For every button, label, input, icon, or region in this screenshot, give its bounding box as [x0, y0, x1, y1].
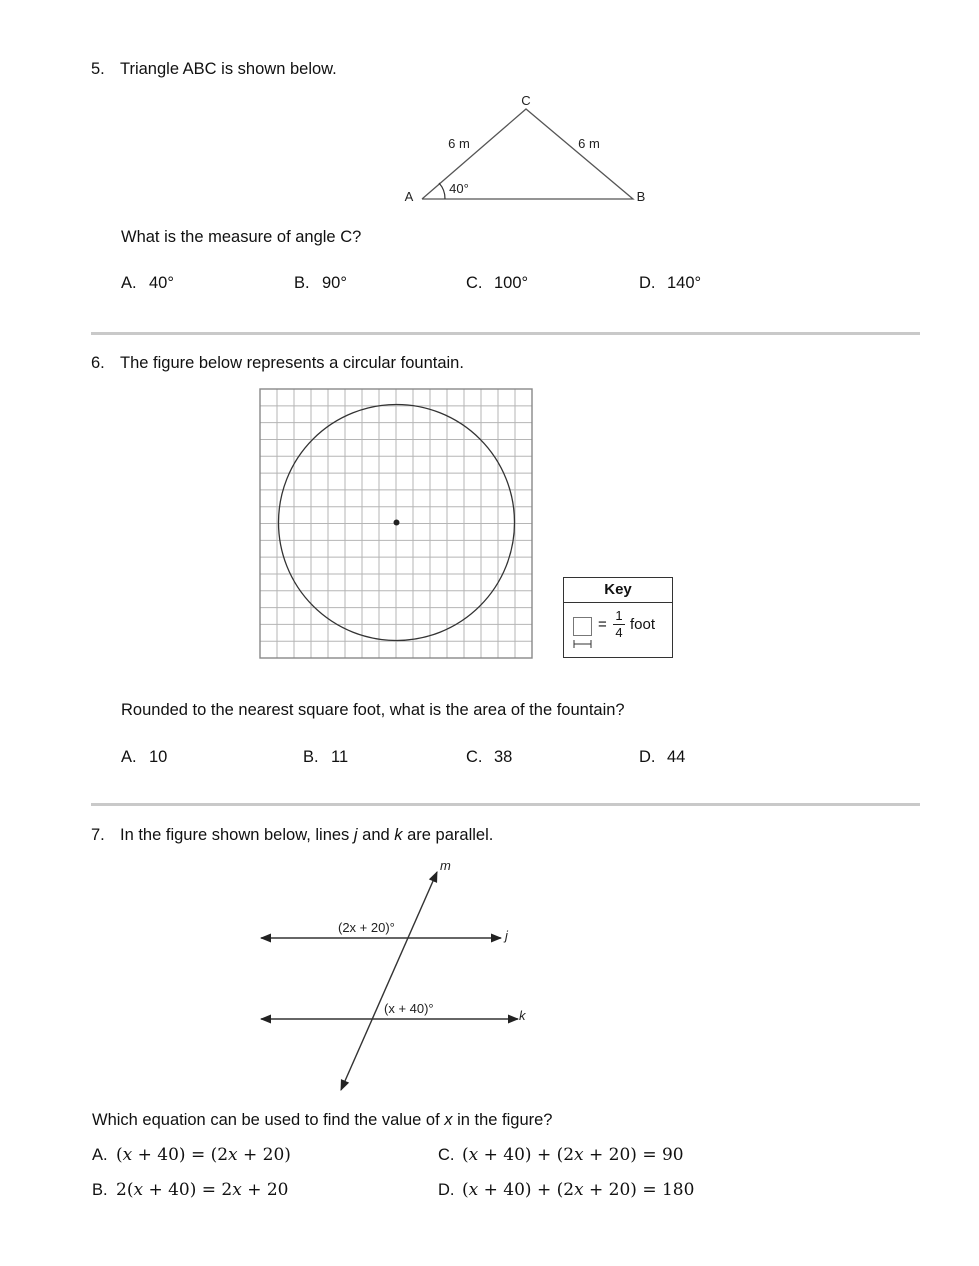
choice-letter: C. [466, 748, 483, 766]
prompt-part: and [357, 826, 395, 844]
section-divider [91, 803, 920, 806]
choice-text: 10 [149, 748, 168, 766]
choice-text: 2(𝑥 + 40) = 2𝑥 + 20 [116, 1180, 289, 1200]
key-title: Key [564, 578, 672, 603]
triangle-abc-figure [395, 88, 665, 208]
q5-choice-a[interactable] [121, 274, 174, 293]
question-part: Which equation can be used to find the value of [92, 1111, 445, 1129]
question-text [92, 1111, 552, 1129]
question-7-prompt [91, 826, 691, 848]
choice-text: 100° [494, 274, 529, 292]
choice-letter: D. [639, 274, 656, 292]
q6-choice-d[interactable] [639, 748, 685, 767]
line-m-label: m [440, 858, 451, 873]
q6-choice-c[interactable] [466, 748, 512, 767]
choice-letter: A. [121, 748, 137, 766]
question-number: 5. [91, 60, 105, 78]
side-ac-label: 6 m [448, 136, 470, 151]
question-text: What is the measure of angle C? [121, 228, 362, 246]
prompt-part: In the figure shown below, lines [120, 826, 354, 844]
line-k-ref: k [394, 826, 403, 844]
choice-letter: D. [639, 748, 656, 766]
angle-a-label: 40° [449, 181, 469, 196]
angle-a-arc [439, 183, 445, 199]
line-j-label: j [505, 928, 508, 943]
question-7-question [92, 1111, 692, 1133]
key-row [564, 603, 672, 657]
choice-letter: A. [92, 1146, 108, 1164]
question-5-question [121, 228, 521, 250]
question-5-prompt [91, 60, 591, 82]
parallel-lines-figure [255, 852, 540, 1098]
key-unit: foot [630, 616, 656, 633]
choice-text: 90° [322, 274, 347, 292]
q7-choice-d[interactable] [438, 1180, 694, 1200]
q5-choice-d[interactable] [639, 274, 701, 293]
choice-letter: A. [121, 274, 137, 292]
choice-text: 11 [331, 748, 349, 766]
question-number: 6. [91, 354, 105, 372]
scale-key [563, 577, 673, 658]
question-text: Triangle ABC is shown below. [120, 60, 337, 78]
center-point [394, 520, 400, 526]
choice-letter: B. [303, 748, 319, 766]
choice-text: (𝑥 + 40) + (2𝑥 + 20) = 180 [462, 1180, 695, 1200]
section-divider [91, 332, 920, 335]
question-text: The figure below represents a circular fountain. [120, 354, 464, 372]
choice-text: 140° [667, 274, 702, 292]
choice-letter: D. [438, 1181, 455, 1199]
question-6-question [121, 701, 761, 723]
q6-choice-a[interactable] [121, 748, 167, 767]
fountain-grid-figure [259, 388, 533, 659]
choice-letter: C. [466, 274, 483, 292]
fraction-numerator: 1 [615, 608, 623, 623]
question-text [120, 826, 493, 845]
q5-choice-c[interactable] [466, 274, 528, 293]
question-part: in the figure? [452, 1111, 553, 1129]
choice-text: (𝑥 + 40) = (2𝑥 + 20) [116, 1145, 291, 1165]
vertex-c-label: C [521, 93, 531, 108]
choice-letter: B. [294, 274, 310, 292]
q7-choice-b[interactable] [92, 1180, 289, 1200]
variable-x: x [444, 1111, 453, 1129]
q6-choice-b[interactable] [303, 748, 348, 767]
key-equals: = [598, 616, 607, 633]
vertex-a-label: A [404, 189, 414, 204]
q5-choice-b[interactable] [294, 274, 347, 293]
question-text: Rounded to the nearest square foot, what is the area of the fountain? [121, 701, 625, 719]
grid-square-icon [573, 617, 592, 636]
line-k-label: k [519, 1008, 526, 1023]
q7-choice-a[interactable] [92, 1145, 291, 1165]
line-m [341, 872, 437, 1090]
prompt-part: are parallel. [402, 826, 494, 844]
choice-letter: C. [438, 1146, 455, 1164]
q7-choice-c[interactable] [438, 1145, 684, 1165]
side-bc-label: 6 m [578, 136, 600, 151]
vertex-b-label: B [636, 189, 646, 204]
question-number: 7. [91, 826, 105, 844]
angle-lower-label: (x + 40)° [384, 1001, 434, 1016]
line-j-ref: j [353, 826, 358, 844]
fraction-denominator: 4 [615, 625, 623, 640]
choice-text: 38 [494, 748, 513, 766]
choice-text: 40° [149, 274, 174, 292]
choice-letter: B. [92, 1181, 108, 1199]
key-fraction [613, 609, 625, 640]
choice-text: 44 [667, 748, 686, 766]
question-6-prompt [91, 354, 691, 376]
bracket-icon [573, 639, 592, 649]
angle-upper-label: (2x + 20)° [338, 920, 395, 935]
choice-text: (𝑥 + 40) + (2𝑥 + 20) = 90 [462, 1145, 684, 1165]
